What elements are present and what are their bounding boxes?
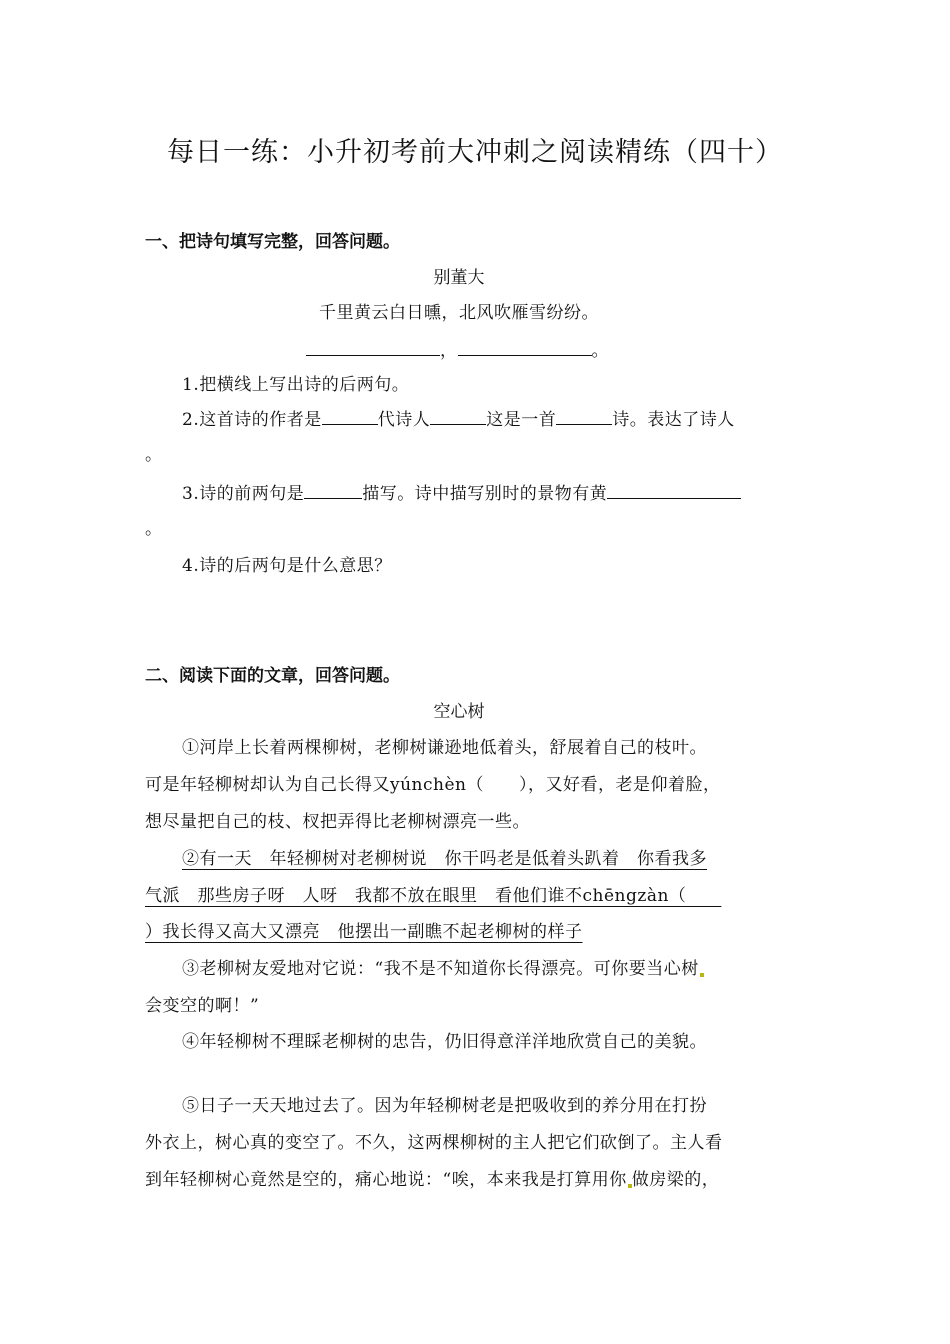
question-4: 4.诗的后两句是什么意思？ [182, 556, 392, 576]
paragraph-3-line-2: 会变空的啊！” [145, 996, 260, 1016]
paragraph-5-line-1: ⑤日子一天天地过去了。因为年轻柳树老是把吸收到的养分用在打扮 [182, 1096, 707, 1116]
paragraph-2-line-3: ）我长得又高大又漂亮 他摆出一副瞧不起老柳树的样子 [145, 922, 583, 942]
poem-title: 别董大 [433, 268, 485, 288]
q2-text-d: 诗。表达了诗人 [612, 410, 735, 430]
paragraph-2-line-1: ②有一天 年轻柳树对老柳树说 你干吗老是低着头趴着 你看我多 [182, 849, 707, 869]
paragraph-3-text: ③老柳树友爱地对它说：“我不是不知道你长得漂亮。可你要当心树 [182, 959, 699, 979]
marker-dot [700, 973, 704, 977]
paragraph-5-text-b: 做房梁的， [631, 1170, 720, 1190]
question-2 [182, 405, 735, 430]
poem-blank-line [306, 336, 609, 361]
paragraph-3-line-1 [182, 954, 704, 979]
paragraph-5-line-3 [145, 1165, 719, 1190]
blank-description[interactable] [304, 497, 362, 499]
section2-heading: 二、阅读下面的文章，回答问题。 [145, 666, 400, 686]
q2-text-a: 2.这首诗的作者是 [182, 410, 322, 430]
poem-line-1: 千里黄云白日曛，北风吹雁雪纷纷。 [319, 303, 599, 323]
section1-heading: 一、把诗句填写完整，回答问题。 [145, 232, 400, 252]
blank-author[interactable] [322, 423, 378, 425]
page-title: 每日一练：小升初考前大冲刺之阅读精练（四十） [167, 137, 783, 168]
question-3 [182, 479, 741, 504]
blank-end: 。 [591, 341, 609, 361]
blank-poem-1[interactable] [306, 354, 440, 356]
blank-poem-type[interactable] [556, 423, 612, 425]
paragraph-1-line-1: ①河岸上长着两棵柳树，老柳树谦逊地低着头，舒展着自己的枝叶。 [182, 738, 707, 758]
blank-separator: ， [440, 341, 458, 361]
q2-text-b: 代诗人 [377, 410, 431, 430]
question-1: 1.把横线上写出诗的后两句。 [182, 375, 410, 395]
blank-scenery[interactable] [607, 497, 741, 499]
paragraph-4-line-1: ④年轻柳树不理睬老柳树的忠告，仍旧得意洋洋地欣赏自己的美貌。 [182, 1032, 707, 1052]
paragraph-5-line-2: 外衣上，树心真的变空了。不久，这两棵柳树的主人把它们砍倒了。主人看 [145, 1133, 723, 1153]
paragraph-1-line-2: 可是年轻柳树却认为自己长得又yúnchèn（ ），又好看，老是仰着脸， [145, 775, 721, 795]
article-title: 空心树 [433, 702, 485, 722]
q3-text-a: 3.诗的前两句是 [182, 484, 305, 504]
blank-poem-2[interactable] [458, 354, 592, 356]
question-3-tail: 。 [145, 519, 163, 539]
paragraph-1-line-3: 想尽量把自己的枝、杈把弄得比老柳树漂亮一些。 [145, 812, 530, 832]
blank-dynasty[interactable] [430, 423, 486, 425]
paragraph-5-text-a: 到年轻柳树心竟然是空的，痛心地说：“唉，本来我是打算用你 [145, 1170, 627, 1190]
paragraph-2-line-2: 气派 那些房子呀 人呀 我都不放在眼里 看他们谁不chēngzàn（ [145, 886, 722, 906]
q3-text-b: 描写。诗中描写别时的景物有黄 [362, 484, 608, 504]
question-2-tail: 。 [145, 445, 163, 465]
q2-text-c: 这是一首 [486, 410, 557, 430]
